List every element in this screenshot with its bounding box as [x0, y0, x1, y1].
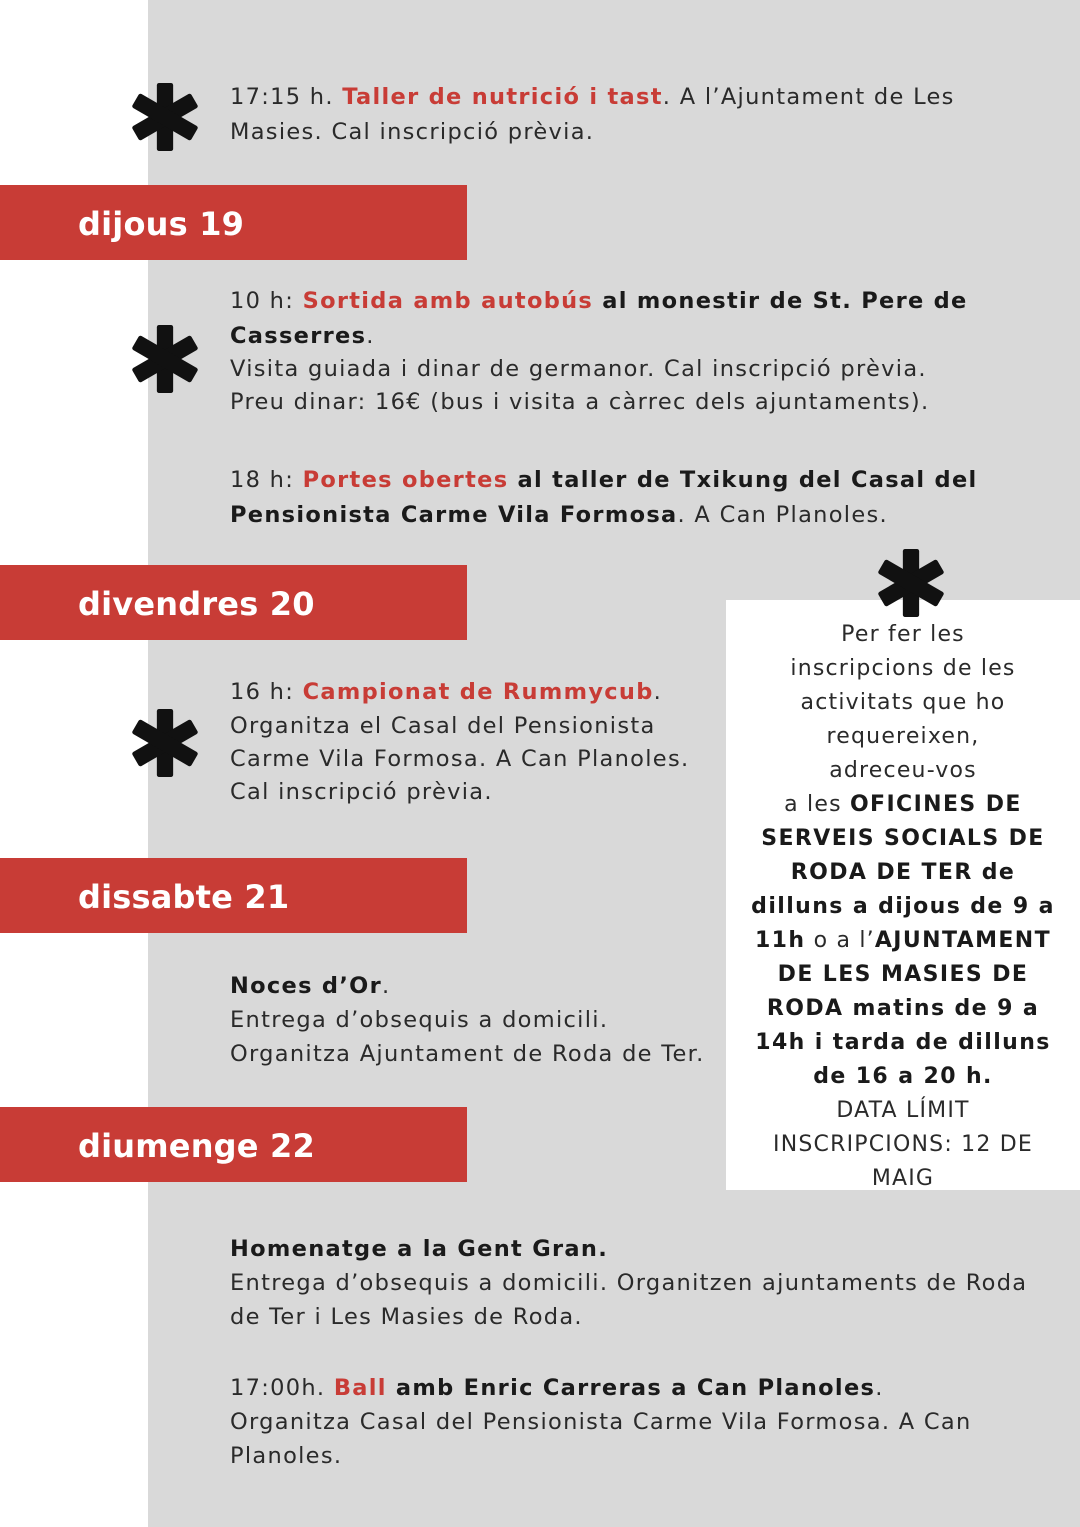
note-line: 14h i tarda de dilluns [755, 1030, 1051, 1055]
event-bus-trip [230, 284, 968, 420]
event-time: 17:15 h. [230, 84, 343, 110]
event-text-bold: al monestir de St. Pere de [593, 288, 968, 314]
day-header-dissabte [0, 858, 467, 933]
event-text: Organitza Casal del Pensionista Carme Vila Formosa. A Can [230, 1409, 972, 1435]
note-line: activitats que ho [800, 690, 1006, 715]
day-title: dissabte 21 [78, 878, 290, 916]
event-text-bold: al taller de Txikung del Casal del [508, 467, 978, 493]
event-time: 17:00h. [230, 1375, 334, 1401]
note-line: dilluns a dijous de 9 a [751, 894, 1055, 919]
note-text: o a l’ [805, 928, 875, 953]
note-line: inscripcions de les [790, 656, 1016, 681]
day-title: dijous 19 [78, 205, 245, 243]
note-text: a les [784, 792, 850, 817]
day-title: divendres 20 [78, 585, 315, 623]
note-line [726, 788, 1080, 822]
event-text: Visita guiada i dinar de germanor. Cal inscripció prèvia. [230, 356, 927, 382]
event-text: de Ter i Les Masies de Roda. [230, 1304, 583, 1330]
event-text-bold: Pensionista Carme Vila Formosa [230, 502, 678, 528]
day-header-divendres [0, 565, 467, 640]
event-text-bold: amb Enric Carreras a Can Planoles [386, 1375, 876, 1401]
note-line: DE LES MASIES DE [777, 962, 1029, 987]
event-text: Organitza Ajuntament de Roda de Ter. [230, 1041, 705, 1067]
note-line: MAIG [871, 1166, 935, 1191]
note-line: INSCRIPCIONS: 12 DE [773, 1132, 1033, 1157]
event-time: 10 h: [230, 288, 303, 314]
note-line: adreceu-vos [829, 758, 977, 783]
asterisk-icon [128, 322, 202, 396]
event-golden-wedding [230, 969, 705, 1072]
event-text: Organitza el Casal del Pensionista [230, 713, 656, 739]
event-title: Taller de nutrició i tast [342, 84, 663, 110]
registration-note-text [726, 618, 1080, 1196]
event-time: 18 h: [230, 467, 303, 493]
event-title: Portes obertes [302, 467, 509, 493]
event-text-bold: Casserres [230, 323, 367, 349]
event-text: . [366, 323, 375, 349]
event-text: . [382, 973, 391, 999]
event-title: Sortida amb autobús [302, 288, 594, 314]
note-line [726, 924, 1080, 958]
event-text: Planoles. [230, 1443, 343, 1469]
event-text: . A Can Planoles. [677, 502, 888, 528]
note-text-bold: AJUNTAMENT [874, 928, 1052, 953]
day-title: diumenge 22 [78, 1127, 315, 1165]
event-text: Entrega d’obsequis a domicili. Organitzen ajuntaments de Roda [230, 1270, 1028, 1296]
event-open-doors [230, 463, 978, 533]
event-text: . [653, 679, 663, 705]
event-rummycub [230, 675, 689, 810]
event-title: Ball [333, 1375, 387, 1401]
event-text: Carme Vila Formosa. A Can Planoles. [230, 746, 690, 772]
day-header-diumenge [0, 1107, 467, 1182]
event-text: Cal inscripció prèvia. [230, 779, 493, 805]
event-text: . [875, 1375, 884, 1401]
note-line: RODA matins de 9 a [766, 996, 1040, 1021]
event-nutrition-workshop [230, 80, 955, 150]
note-line: RODA DE TER de [790, 860, 1016, 885]
event-text: . A l’Ajuntament de Les [662, 84, 955, 110]
day-header-dijous [0, 185, 467, 260]
asterisk-icon [128, 706, 202, 780]
asterisk-icon [874, 546, 948, 620]
note-line: DATA LÍMIT [836, 1098, 970, 1123]
event-time: 16 h: [230, 679, 303, 705]
note-line: Per fer les [841, 622, 965, 647]
note-line: de 16 a 20 h. [813, 1064, 993, 1089]
note-text-bold: 11h [754, 928, 806, 953]
note-line: requereixen, [826, 724, 980, 749]
asterisk-icon [128, 80, 202, 154]
note-line: SERVEIS SOCIALS DE [761, 826, 1045, 851]
event-text: Masies. Cal inscripció prèvia. [230, 119, 595, 145]
event-title: Campionat de Rummycub [302, 679, 654, 705]
event-text: Entrega d’obsequis a domicili. [230, 1007, 609, 1033]
note-text-bold: OFICINES DE [849, 792, 1022, 817]
event-title: Homenatge a la Gent Gran. [230, 1236, 609, 1262]
event-elderly-tribute [230, 1232, 1027, 1335]
event-text: Preu dinar: 16€ (bus i visita a càrrec dels ajuntaments). [230, 389, 930, 415]
event-title: Noces d’Or [230, 973, 382, 999]
event-dance [230, 1371, 972, 1474]
